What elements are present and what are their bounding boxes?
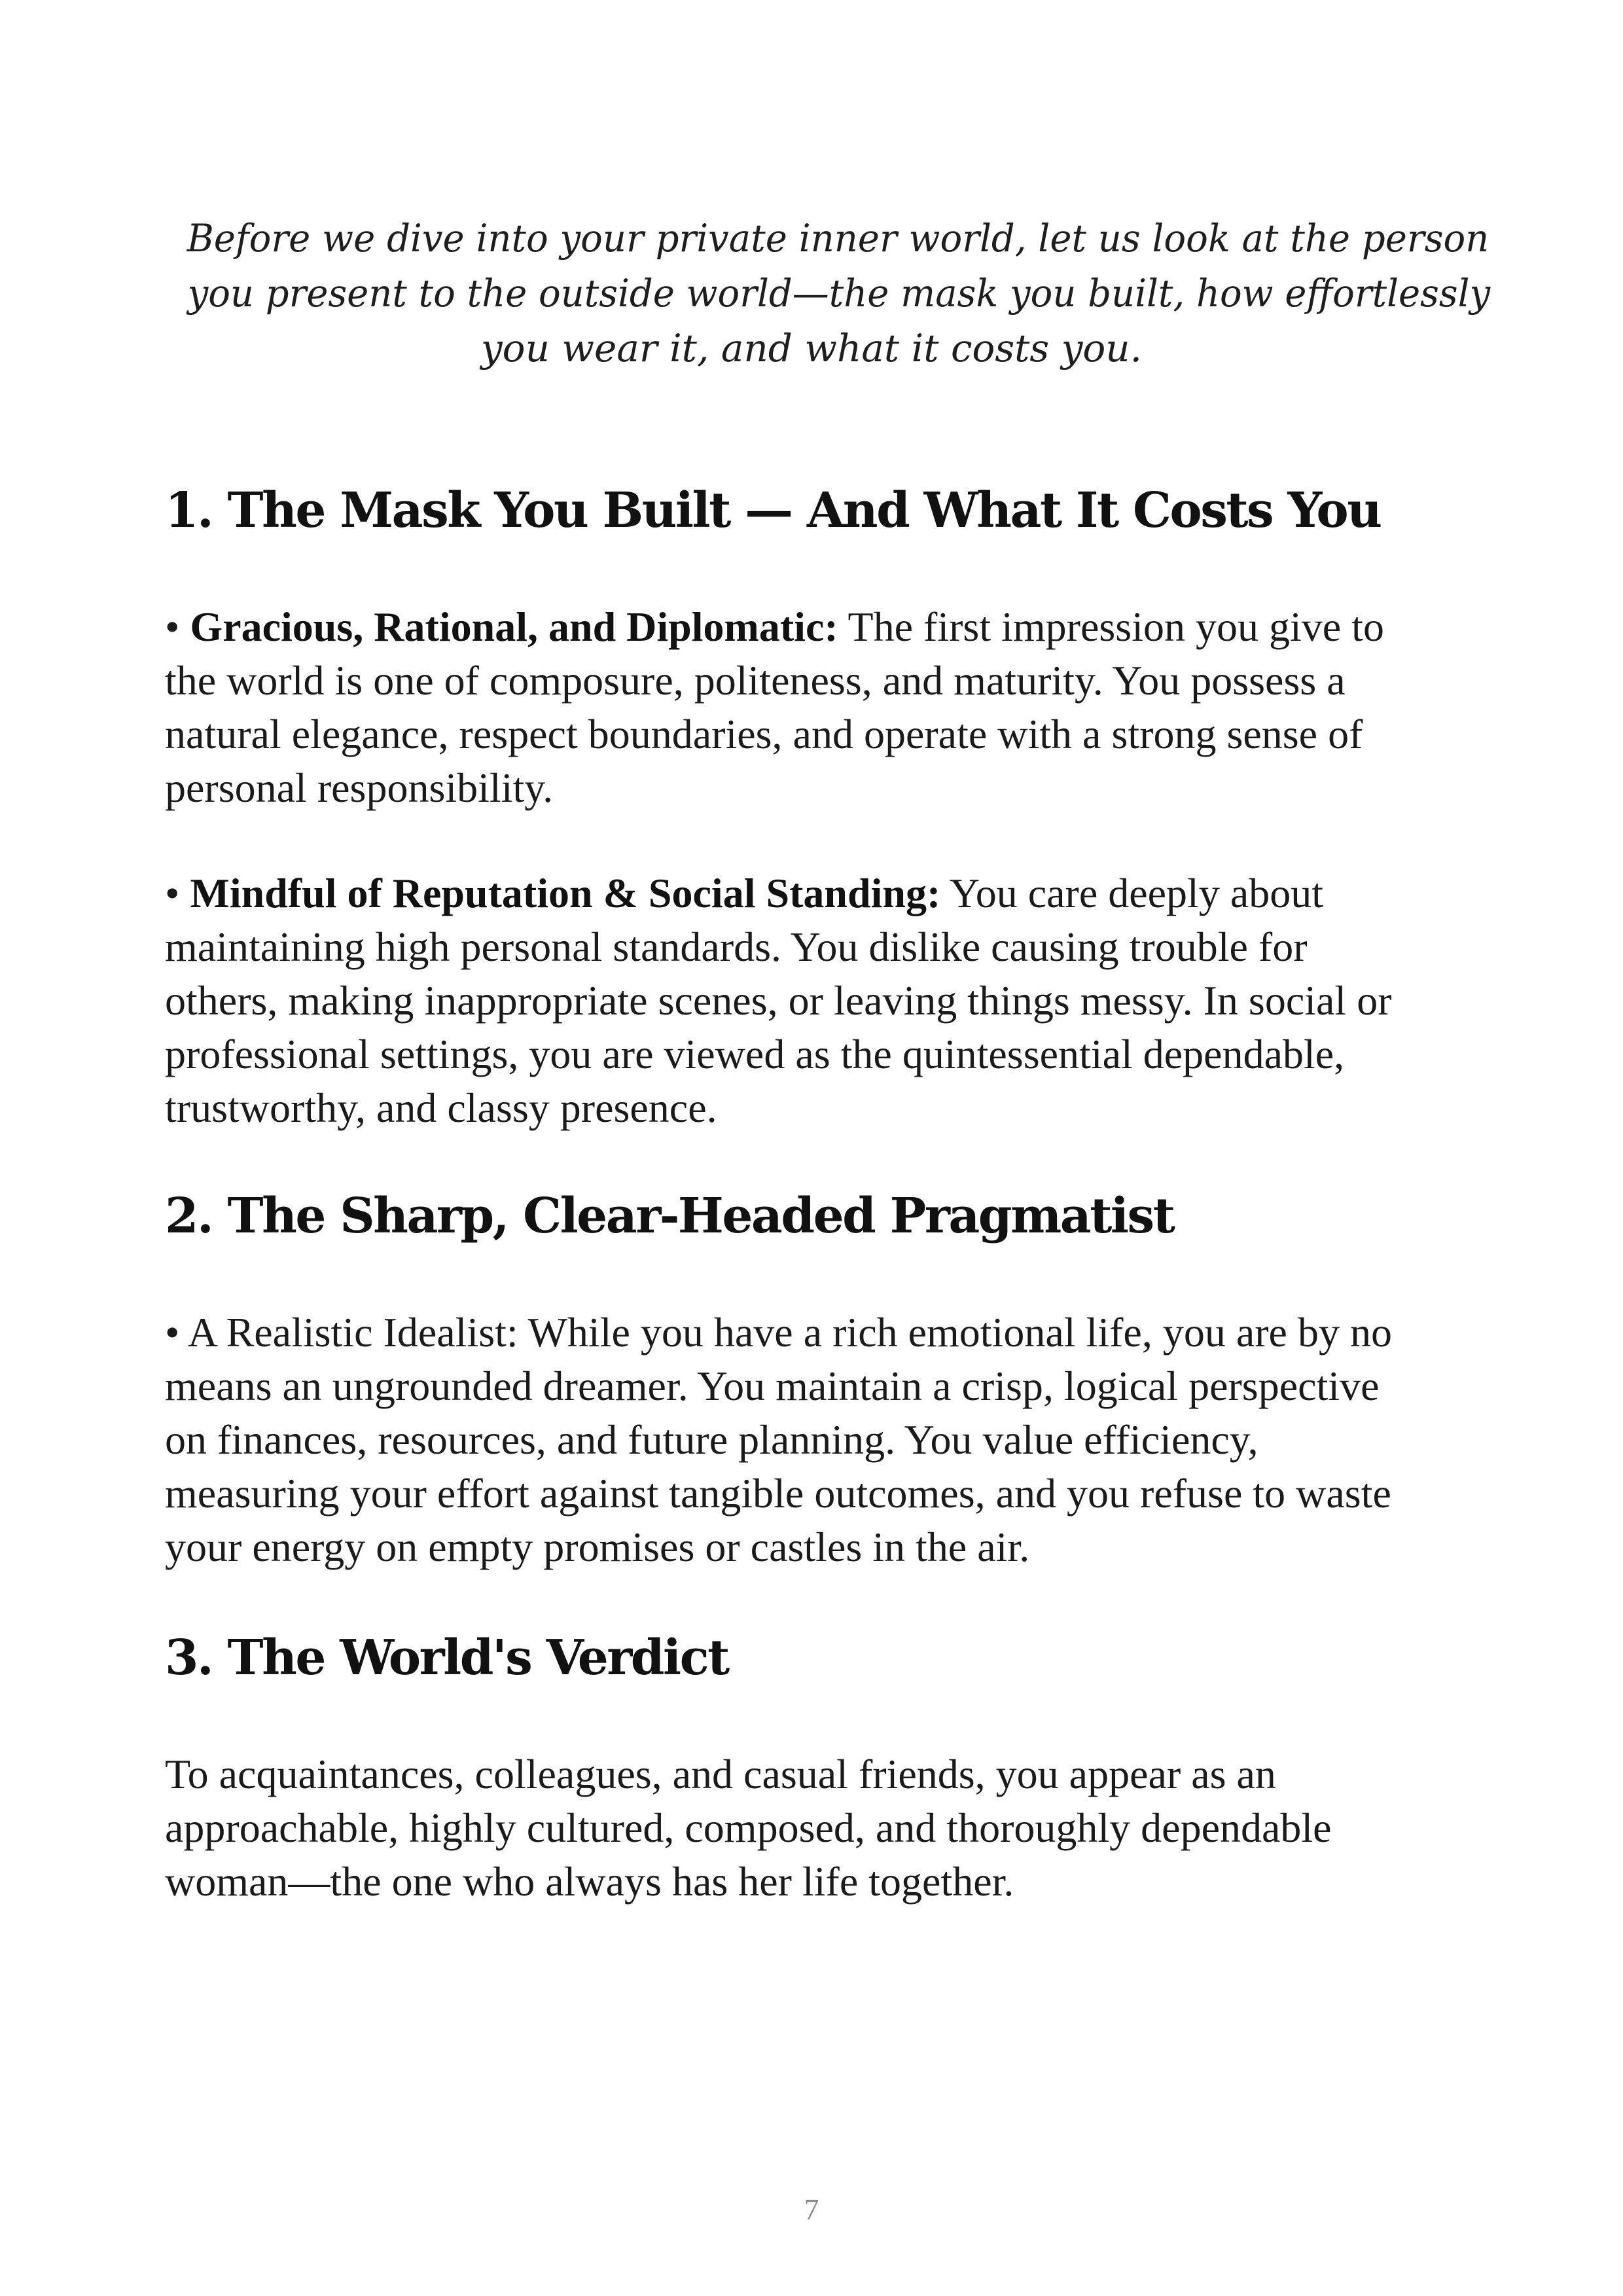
bullet-label: Mindful of Reputation & Social Standing: [190, 870, 941, 916]
intro-line: you present to the outside world—the mask you built, how effortlessly [187, 271, 1491, 315]
bullet-text: The first impression you give to [838, 603, 1384, 650]
paragraph-line: woman—the one who always has her life together. [165, 1858, 1014, 1905]
document-page [165, 0, 1491, 2296]
bullet-marker: • [165, 603, 180, 650]
section-2-paragraph [165, 1306, 1467, 1574]
section-1-bullet-2 [165, 867, 1467, 1135]
section-3-heading: 3. The World's Verdict [165, 1630, 728, 1686]
bullet-text: You care deeply about [940, 870, 1323, 916]
section-2-heading: 2. The Sharp, Clear-Headed Pragmatist [165, 1188, 1174, 1244]
paragraph-line: approachable, highly cultured, composed, and thoroughly dependable [165, 1804, 1332, 1851]
paragraph-line: your energy on empty promises or castles in the air. [165, 1524, 1030, 1570]
bullet-line: personal responsibility. [165, 764, 554, 811]
section-1-bullet-1 [165, 600, 1467, 815]
bullet-line: the world is one of composure, politeness, and maturity. You possess a [165, 657, 1346, 704]
intro-paragraph [165, 211, 1491, 376]
bullet-line: trustworthy, and classy presence. [165, 1085, 717, 1131]
paragraph-line: • A Realistic Idealist: While you have a rich emotional life, you are by no [165, 1309, 1392, 1355]
section-1-heading: 1. The Mask You Built — And What It Costs You [165, 482, 1381, 539]
bullet-line: others, making inappropriate scenes, or leaving things messy. In social or [165, 977, 1392, 1024]
section-3-paragraph [165, 1748, 1467, 1909]
paragraph-line: To acquaintances, colleagues, and casual friends, you appear as an [165, 1751, 1276, 1797]
page-number: 7 [804, 2193, 819, 2226]
bullet-first-line [165, 867, 1467, 920]
intro-line: you wear it, and what it costs you. [480, 326, 1143, 370]
paragraph-line: measuring your effort against tangible outcomes, and you refuse to waste [165, 1470, 1391, 1516]
bullet-line: professional settings, you are viewed as the quintessential dependable, [165, 1031, 1345, 1077]
intro-line: Before we dive into your private inner world, let us look at the person [187, 216, 1489, 260]
bullet-line: maintaining high personal standards. You dislike causing trouble for [165, 924, 1308, 970]
paragraph-line: means an ungrounded dreamer. You maintain a crisp, logical perspective [165, 1363, 1380, 1409]
bullet-marker: • [165, 870, 180, 916]
paragraph-line: on finances, resources, and future planning. You value efficiency, [165, 1416, 1258, 1463]
bullet-line: natural elegance, respect boundaries, and operate with a strong sense of [165, 711, 1363, 757]
bullet-first-line [165, 600, 1467, 654]
bullet-label: Gracious, Rational, and Diplomatic: [190, 603, 838, 650]
